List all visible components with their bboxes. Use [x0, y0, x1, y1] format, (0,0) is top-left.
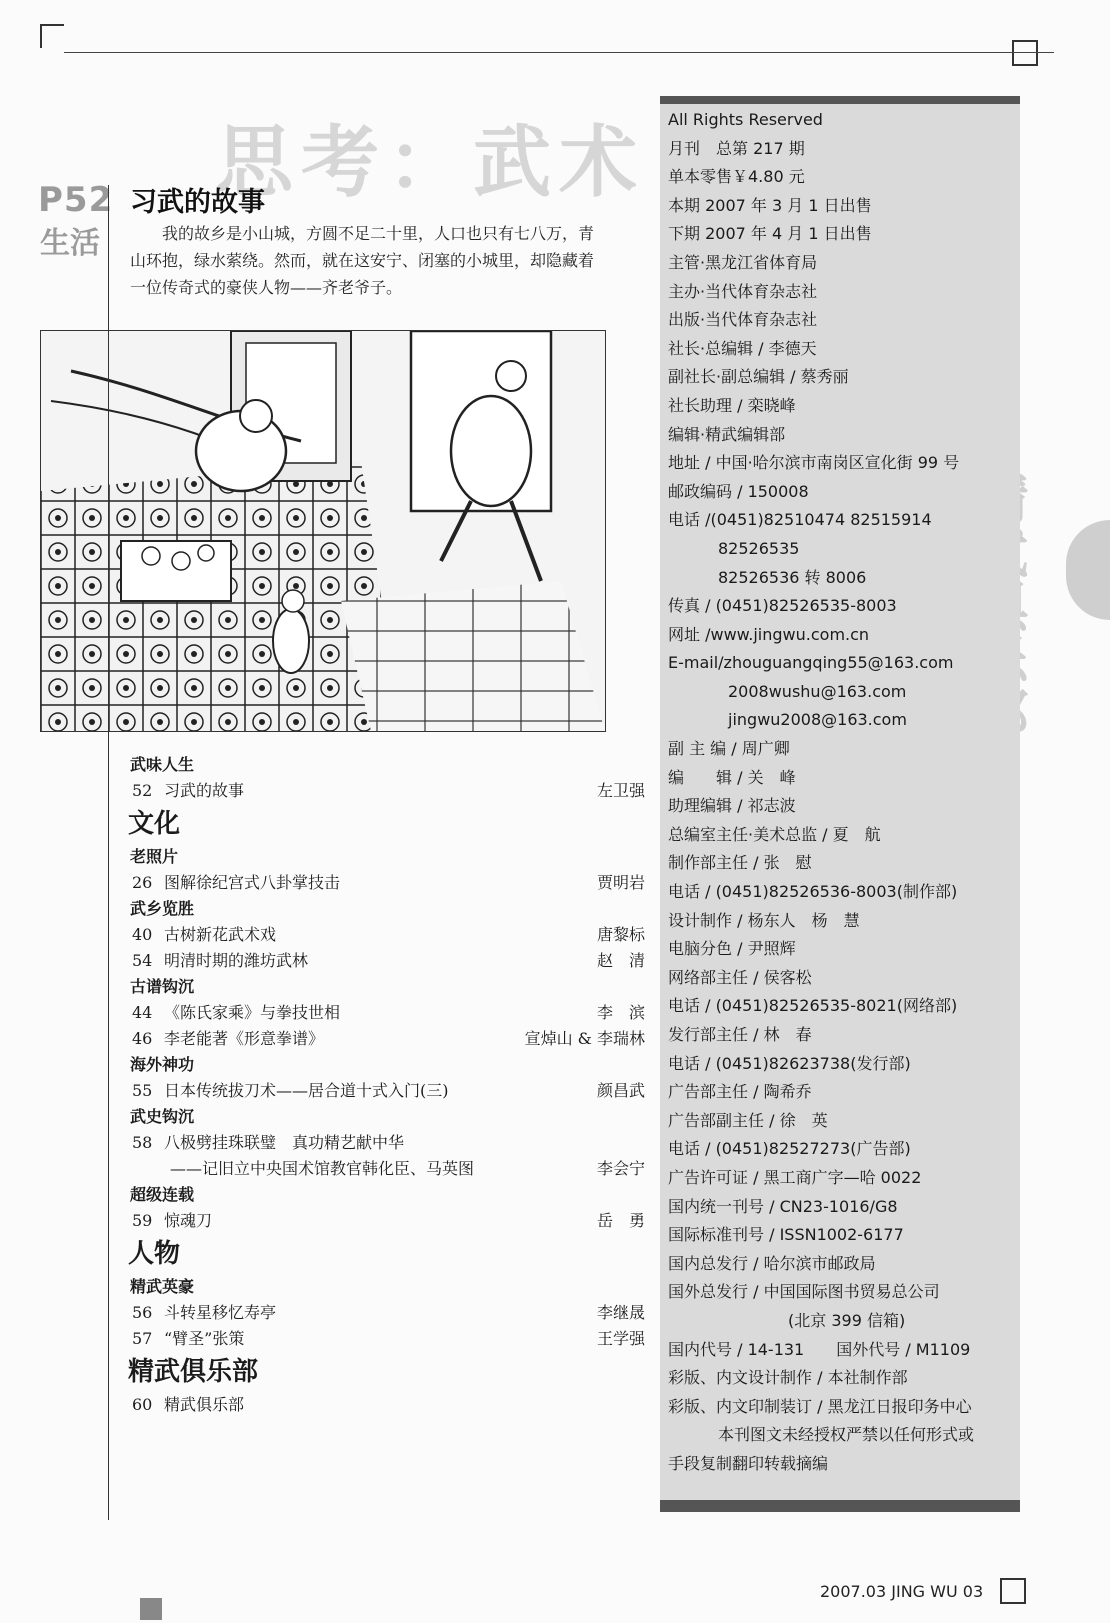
masthead-line: 传真 / (0451)82526535-8003	[668, 596, 897, 616]
masthead-line: 国外总发行 / 中国国际图书贸易总公司	[668, 1282, 940, 1302]
figure-leaping	[451, 396, 531, 506]
masthead-line: 社长助理 / 栾晓峰	[668, 395, 796, 415]
masthead-line: 国内总发行 / 哈尔滨市邮政局	[668, 1253, 876, 1273]
low-table	[121, 541, 231, 601]
toc-rule	[108, 185, 109, 1520]
toc-author: 赵 清	[596, 951, 645, 970]
toc-article-title: “臂圣”张策	[164, 1329, 245, 1348]
masthead-line: 主办·当代体育杂志社	[668, 281, 818, 301]
masthead-line: 编辑·精武编辑部	[668, 424, 786, 444]
toc-entry	[120, 1026, 645, 1052]
toc-article-title: 习武的故事	[164, 781, 245, 800]
toc-section-heading: 精武英豪	[130, 1277, 195, 1296]
story-illustration	[40, 330, 606, 732]
show-through-headline: 思考：武术	[215, 117, 646, 208]
toc-section-heading: 古谱钩沉	[130, 977, 195, 996]
stone-yard	[341, 581, 605, 731]
toc-author: 唐黎标	[596, 925, 645, 944]
masthead-line: 82526535	[718, 538, 800, 558]
feature-title: 习武的故事	[130, 187, 265, 218]
toc-page-number: 56	[132, 1303, 153, 1322]
masthead-line: 广告部主任 / 陶希乔	[668, 1082, 812, 1102]
masthead-line: 主管·黑龙江省体育局	[668, 252, 818, 272]
masthead-line: 电话 / (0451)82526535-8021(网络部)	[668, 996, 958, 1016]
masthead-line: 本刊图文未经授权严禁以任何形式或	[718, 1425, 975, 1445]
masthead-line: E-mail/zhouguangqing55@163.com	[668, 653, 954, 673]
toc-page-number: 57	[132, 1329, 153, 1348]
toc-page-number: 54	[132, 951, 153, 970]
masthead-line: 地址 / 中国·哈尔滨市南岗区宣化街 99 号	[668, 453, 960, 473]
toc-article-title: 李老能著《形意拳谱》	[164, 1029, 325, 1048]
masthead-line: 电话 /(0451)82510474 82515914	[668, 510, 932, 530]
masthead-line: 手段复制翻印转载摘编	[668, 1453, 829, 1473]
masthead-line: 国际标准刊号 / ISSN1002-6177	[668, 1225, 904, 1245]
masthead-line: 电话 / (0451)82623738(发行部)	[668, 1053, 911, 1073]
toc-section-heading: 海外神功	[130, 1055, 195, 1074]
toc-article-title: 图解徐纪宫式八卦掌技击	[164, 873, 341, 892]
toc-section-heading: 超级连载	[130, 1185, 195, 1204]
toc-page-number: 40	[132, 925, 153, 944]
toc-article-title: 明清时期的潍坊武林	[164, 951, 309, 970]
masthead-line: 网址 /www.jingwu.com.cn	[668, 624, 870, 644]
masthead-line: 82526536 转 8006	[718, 567, 867, 587]
toc-author: 王学强	[596, 1329, 645, 1348]
masthead-line: 广告许可证 / 黑工商广字—哈 0022	[668, 1167, 922, 1187]
toc-article-title: ——记旧立中央国术馆教官韩化臣、马英图	[170, 1159, 475, 1178]
masthead-lines	[668, 106, 1018, 1479]
toc-entry	[120, 922, 645, 948]
masthead-line: 2008wushu@163.com	[728, 681, 907, 701]
masthead-line: 编 辑 / 关 峰	[668, 767, 796, 787]
masthead-line: 副 主 编 / 周广卿	[668, 739, 790, 759]
toc-entry	[120, 1208, 645, 1234]
masthead-line: 出版·当代体育杂志社	[668, 310, 818, 330]
toc-entry	[120, 948, 645, 974]
toc-article-title: 精武俱乐部	[164, 1395, 245, 1414]
masthead-line: 网络部主任 / 侯客松	[668, 967, 812, 987]
masthead-line: 发行部主任 / 林 春	[668, 1025, 812, 1044]
toc-section-heading: 老照片	[130, 847, 179, 866]
toc-entry	[120, 1130, 645, 1156]
corner-mark-top-right	[1012, 40, 1038, 66]
toc-author: 颜昌武	[596, 1081, 645, 1100]
masthead-line: 广告部副主任 / 徐 英	[668, 1110, 828, 1130]
masthead-line: 总编室主任·美术总监 / 夏 航	[668, 824, 881, 844]
toc-page-number: 60	[132, 1395, 153, 1414]
masthead-line: All Rights Reserved	[668, 110, 823, 129]
toc-entry	[120, 1000, 645, 1026]
corner-mark-bottom-right	[1000, 1578, 1026, 1604]
toc-author: 宣焯山 & 李瑞林	[524, 1029, 645, 1048]
masthead-line: 电话 / (0451)82527273(广告部)	[668, 1139, 911, 1159]
toc-page-number: 55	[132, 1081, 153, 1100]
feature-category: 生活	[40, 226, 100, 261]
masthead-line: 设计制作 / 杨东人 杨 慧	[668, 910, 860, 930]
toc-article-title: 《陈氏家乘》与拳技世相	[164, 1003, 341, 1022]
toc-entry	[120, 778, 645, 804]
toc-article-title: 日本传统拔刀术——居合道十式入门(三)	[164, 1081, 449, 1100]
toc-section-heading: 武味人生	[130, 755, 195, 774]
table-of-contents	[120, 752, 645, 1418]
masthead-line: 电话 / (0451)82526536-8003(制作部)	[668, 882, 958, 902]
toc-subtitle	[120, 1156, 645, 1182]
toc-article-title: 古树新花武术戏	[164, 925, 277, 944]
masthead-line: 彩版、内文设计制作 / 本社制作部	[668, 1368, 908, 1388]
masthead-line: 制作部主任 / 张 慰	[668, 853, 812, 873]
toc-page-number: 59	[132, 1211, 153, 1230]
toc-entry	[120, 1326, 645, 1352]
toc-author: 李 滨	[596, 1003, 645, 1022]
toc-article-title: 斗转星移忆寿亭	[164, 1303, 277, 1322]
toc-author: 李继晟	[596, 1303, 645, 1322]
toc-major-heading: 人物	[128, 1239, 181, 1269]
toc-author: 岳 勇	[596, 1211, 645, 1230]
toc-page-number: 58	[132, 1133, 153, 1152]
toc-page-number: 46	[132, 1029, 153, 1048]
masthead-top-bar	[660, 96, 1020, 104]
toc-author: 李会宁	[596, 1159, 645, 1178]
toc-article-title: 惊魂刀	[164, 1211, 213, 1230]
masthead-line: 国内统一刊号 / CN23-1016/G8	[668, 1196, 898, 1216]
top-rule	[64, 52, 1054, 53]
masthead-line: (北京 399 信箱)	[788, 1310, 906, 1330]
toc-author: 贾明岩	[596, 873, 645, 892]
toc-entry	[120, 1300, 645, 1326]
masthead-line: 副社长·副总编辑 / 蔡秀丽	[668, 367, 849, 387]
figure-child	[273, 609, 309, 673]
registration-square	[140, 1598, 162, 1620]
corner-mark-top-left	[40, 24, 64, 48]
masthead-line: 单本零售￥4.80 元	[668, 167, 805, 187]
masthead-line: 本期 2007 年 3 月 1 日出售	[668, 195, 872, 215]
toc-section-heading: 武史钩沉	[130, 1107, 195, 1126]
toc-major-heading: 文化	[128, 809, 181, 839]
feature-intro-text: 我的故乡是小山城，方圆不足二十里，人口也只有七八万，青山环抱，绿水萦绕。然而，就在这安宁、闭塞的小城里，却隐藏着一位传奇式的豪侠人物——齐老爷子。	[130, 224, 595, 297]
toc-page-number: 44	[132, 1003, 153, 1022]
toc-author: 左卫强	[596, 781, 645, 800]
masthead-line: 月刊 总第 217 期	[668, 138, 805, 158]
toc-entry	[120, 1078, 645, 1104]
masthead-line: jingwu2008@163.com	[728, 710, 907, 730]
illustration-drawing	[41, 331, 605, 731]
toc-major-heading: 精武俱乐部	[128, 1357, 259, 1387]
masthead-line: 国内代号 / 14-131 国外代号 / M1109	[668, 1339, 971, 1359]
masthead-line: 彩版、内文印制装订 / 黑龙江日报印务中心	[668, 1396, 972, 1416]
edge-decoration	[1066, 520, 1110, 620]
masthead-line: 助理编辑 / 祁志波	[668, 796, 796, 816]
masthead-bottom-bar	[660, 1500, 1020, 1512]
toc-page-number: 52	[132, 781, 153, 800]
feature-intro	[130, 220, 600, 301]
masthead-line: 社长·总编辑 / 李德天	[668, 338, 817, 358]
toc-entry	[120, 870, 645, 896]
masthead-line: 下期 2007 年 4 月 1 日出售	[668, 224, 872, 244]
folio: 2007.03 JING WU 03	[820, 1582, 984, 1601]
masthead-line: 邮政编码 / 150008	[668, 481, 809, 501]
toc-page-number: 26	[132, 873, 153, 892]
feature-page-code: P52	[38, 180, 114, 220]
toc-entry	[120, 1392, 645, 1418]
masthead-line: 电脑分色 / 尹照辉	[668, 939, 796, 959]
toc-section-heading: 武乡览胜	[130, 899, 195, 918]
toc-article-title: 八极劈挂珠联璧 真功精艺献中华	[164, 1133, 405, 1152]
